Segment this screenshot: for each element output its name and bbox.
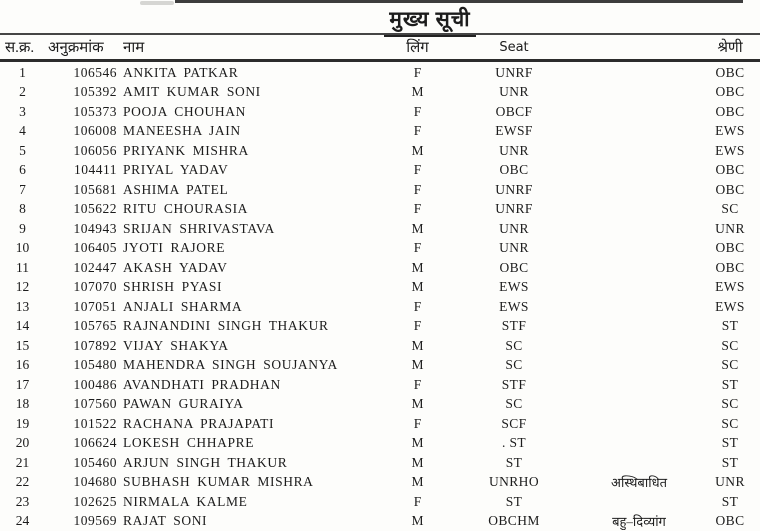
cell-sn: 11 (16, 259, 29, 275)
cell-gender: F (413, 240, 422, 256)
cell-category: OBC (715, 103, 745, 119)
cell-name: MANEESHA JAIN (123, 123, 241, 139)
table-row (0, 297, 760, 317)
cell-category: OBC (715, 181, 745, 197)
cell-sn: 9 (19, 220, 26, 236)
table-row (0, 83, 760, 103)
cell-seat: SC (505, 337, 523, 353)
cell-seat: UNR (499, 220, 529, 236)
cell-name: AMIT KUMAR SONI (123, 84, 261, 100)
cell-name: AKASH YADAV (123, 259, 228, 275)
cell-sn: 23 (15, 493, 30, 509)
cell-name: AVANDHATI PRADHAN (123, 376, 281, 392)
cell-category: UNR (715, 474, 745, 490)
cell-seat: OBC (499, 162, 529, 178)
cell-gender: M (411, 513, 424, 529)
cell-name: POOJA CHOUHAN (123, 103, 246, 119)
cell-sn: 7 (19, 181, 26, 197)
cell-seat: SC (505, 357, 523, 373)
header-seat: Seat (499, 39, 529, 55)
cell-roll: 106008 (73, 123, 117, 139)
cell-gender: M (411, 454, 424, 470)
cell-roll: 107070 (73, 279, 117, 295)
cell-sn: 3 (19, 103, 26, 119)
cell-roll: 109569 (73, 513, 117, 529)
cell-seat: UNRF (495, 64, 533, 80)
cell-sn: 12 (15, 279, 30, 295)
table-row (0, 63, 760, 83)
cell-sn: 16 (15, 357, 30, 373)
header-bottom-rule (0, 59, 760, 62)
cell-category: SC (721, 396, 739, 412)
cell-seat: EWS (499, 298, 529, 314)
table-row (0, 219, 760, 239)
table-row (0, 141, 760, 161)
cell-roll: 105480 (73, 357, 117, 373)
top-edge-line (175, 0, 743, 3)
cell-roll: 106624 (73, 435, 117, 451)
cell-remark: अस्थिबाधित (611, 475, 667, 491)
cell-category: EWS (715, 298, 745, 314)
cell-name: ANJALI SHARMA (123, 298, 243, 314)
cell-name: VIJAY SHAKYA (123, 337, 229, 353)
header-roll-number: अनुक्रमांक (48, 40, 104, 56)
cell-name: RAJAT SONI (123, 513, 208, 529)
cell-name: RACHANA PRAJAPATI (123, 415, 275, 431)
cell-name: JYOTI RAJORE (123, 240, 226, 256)
cell-gender: M (411, 220, 424, 236)
cell-seat: UNR (499, 84, 529, 100)
cell-seat: UNRF (495, 181, 533, 197)
cell-category: SC (721, 415, 739, 431)
table-row (0, 375, 760, 395)
cell-category: OBC (715, 84, 745, 100)
cell-roll: 106546 (73, 64, 117, 80)
cell-seat: ST (505, 493, 523, 509)
cell-remark: बहु–दिव्यांग (612, 514, 666, 530)
cell-seat: OBCF (495, 103, 533, 119)
cell-roll: 106056 (73, 142, 117, 158)
table-body (0, 63, 760, 531)
cell-gender: F (413, 376, 422, 392)
table-top-rule (0, 33, 760, 35)
cell-category: OBC (715, 162, 745, 178)
cell-gender: F (413, 298, 422, 314)
cell-sn: 18 (15, 396, 30, 412)
cell-category: ST (721, 454, 739, 470)
cell-gender: M (411, 435, 424, 451)
cell-category: EWS (715, 142, 745, 158)
cell-roll: 105681 (73, 181, 117, 197)
cell-seat: UNRHO (488, 474, 539, 490)
table-row (0, 200, 760, 220)
cell-category: OBC (715, 240, 745, 256)
cell-roll: 107051 (73, 298, 117, 314)
cell-category: SC (721, 357, 739, 373)
table-row (0, 336, 760, 356)
cell-roll: 101522 (73, 415, 117, 431)
cell-category: OBC (715, 513, 745, 529)
cell-category: EWS (715, 123, 745, 139)
cell-seat: UNR (499, 240, 529, 256)
cell-category: OBC (715, 259, 745, 275)
table-row (0, 473, 760, 493)
cell-sn: 10 (15, 240, 30, 256)
cell-sn: 24 (15, 513, 30, 529)
cell-seat: STF (501, 318, 527, 334)
cell-seat: SC (505, 396, 523, 412)
cell-name: ARJUN SINGH THAKUR (123, 454, 288, 470)
cell-gender: M (411, 84, 424, 100)
cell-sn: 17 (15, 376, 30, 392)
cell-roll: 105765 (73, 318, 117, 334)
cell-gender: M (411, 259, 424, 275)
table-row (0, 122, 760, 142)
table-row (0, 453, 760, 473)
cell-sn: 13 (15, 298, 30, 314)
cell-roll: 105373 (73, 103, 117, 119)
cell-gender: F (413, 162, 422, 178)
cell-name: RAJNANDINI SINGH THAKUR (123, 318, 329, 334)
cell-gender: F (413, 493, 422, 509)
cell-name: SUBHASH KUMAR MISHRA (123, 474, 314, 490)
cell-name: MAHENDRA SINGH SOUJANYA (123, 357, 338, 373)
cell-sn: 5 (19, 142, 26, 158)
cell-gender: F (413, 181, 422, 197)
cell-seat: OBC (499, 259, 529, 275)
header-category: श्रेणी (717, 40, 743, 56)
cell-sn: 4 (19, 123, 26, 139)
cell-gender: M (411, 337, 424, 353)
cell-sn: 21 (15, 454, 30, 470)
cell-roll: 105460 (73, 454, 117, 470)
page-title: मुख्य सूची (384, 5, 475, 37)
cell-roll: 102625 (73, 493, 117, 509)
cell-roll: 104680 (73, 474, 117, 490)
cell-roll: 100486 (73, 376, 117, 392)
cell-category: OBC (715, 64, 745, 80)
table-row (0, 395, 760, 415)
cell-roll: 105392 (73, 84, 117, 100)
cell-category: ST (721, 435, 739, 451)
cell-name: NIRMALA KALME (123, 493, 248, 509)
table-row (0, 239, 760, 259)
cell-category: ST (721, 318, 739, 334)
table-row (0, 434, 760, 454)
cell-roll: 104943 (73, 220, 117, 236)
header-serial-number: स.क्र. (5, 40, 35, 56)
cell-roll: 107560 (73, 396, 117, 412)
cell-sn: 22 (15, 474, 30, 490)
cell-category: ST (721, 493, 739, 509)
cell-seat: UNRF (495, 201, 533, 217)
cell-gender: F (413, 64, 422, 80)
table-row (0, 317, 760, 337)
cell-seat: SCF (501, 415, 527, 431)
table-row (0, 278, 760, 298)
cell-name: SRIJAN SHRIVASTAVA (123, 220, 275, 236)
cell-gender: F (413, 415, 422, 431)
cell-gender: F (413, 318, 422, 334)
cell-name: PAWAN GURAIYA (123, 396, 244, 412)
cell-roll: 105622 (73, 201, 117, 217)
cell-roll: 107892 (73, 337, 117, 353)
table-row (0, 180, 760, 200)
cell-sn: 15 (15, 337, 30, 353)
cell-seat: ST (505, 454, 523, 470)
cell-sn: 6 (19, 162, 26, 178)
table-header-row (0, 36, 760, 58)
cell-category: SC (721, 337, 739, 353)
cell-sn: 19 (15, 415, 30, 431)
cell-seat: EWS (499, 279, 529, 295)
cell-gender: M (411, 357, 424, 373)
cell-seat: UNR (499, 142, 529, 158)
cell-sn: 2 (19, 84, 26, 100)
cell-sn: 20 (15, 435, 30, 451)
cell-roll: 102447 (73, 259, 117, 275)
table-row (0, 492, 760, 512)
cell-category: ST (721, 376, 739, 392)
cell-seat: . ST (501, 435, 527, 451)
table-row (0, 414, 760, 434)
table-row (0, 356, 760, 376)
cell-gender: M (411, 279, 424, 295)
cell-category: EWS (715, 279, 745, 295)
cell-seat: OBCHM (488, 513, 540, 529)
cell-gender: F (413, 103, 422, 119)
cell-name: ASHIMA PATEL (123, 181, 229, 197)
cell-name: ANKITA PATKAR (123, 64, 239, 80)
header-gender: लिंग (406, 40, 429, 56)
cell-category: UNR (715, 220, 745, 236)
cell-gender: F (413, 201, 422, 217)
cell-sn: 1 (19, 64, 26, 80)
cell-name: PRIYAL YADAV (123, 162, 229, 178)
cell-roll: 104411 (74, 162, 117, 178)
cell-seat: EWSF (495, 123, 533, 139)
cell-gender: M (411, 396, 424, 412)
cell-sn: 14 (15, 318, 30, 334)
cell-name: PRIYANK MISHRA (123, 142, 249, 158)
cell-seat: STF (501, 376, 527, 392)
table-row (0, 102, 760, 122)
cell-sn: 8 (19, 201, 26, 217)
table-row (0, 512, 760, 531)
header-name: नाम (123, 40, 145, 56)
cell-name: LOKESH CHHAPRE (123, 435, 255, 451)
cell-gender: F (413, 123, 422, 139)
cell-category: SC (721, 201, 739, 217)
table-row (0, 258, 760, 278)
cell-gender: M (411, 474, 424, 490)
cell-name: SHRISH PYASI (123, 279, 223, 295)
cell-roll: 106405 (73, 240, 117, 256)
cell-gender: M (411, 142, 424, 158)
cell-name: RITU CHOURASIA (123, 201, 249, 217)
table-row (0, 161, 760, 181)
